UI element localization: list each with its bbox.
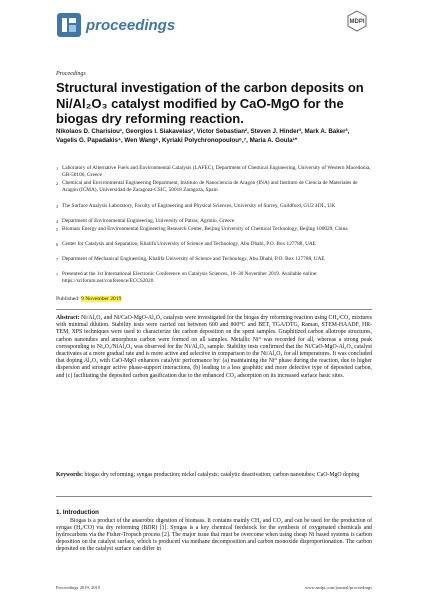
article-title: Structural investigation of the carbon deposits on Ni/Al₂O₃ catalyst modified by CaO-MgO for the biogas dry reforming reaction.	[56, 80, 364, 126]
affiliation-number: 4	[56, 219, 59, 224]
journal-logo[interactable]	[56, 12, 175, 38]
article-type: Proceedings	[56, 71, 86, 77]
affiliation-text: Biomass Energy and Environmental Engineering Research Center, Beijing University of Chemical Technology, Beijing 100029, China	[62, 226, 348, 232]
affiliation-number: 7	[56, 257, 59, 262]
published-label: Published:	[56, 296, 80, 302]
affiliation-text: Laboratory of Alternative Fuels and Environmental Catalysis (LAFEC), Department of Chemical Engineering, University of Western Macedonia, GR-50100, Greece	[62, 165, 371, 179]
affiliation-text: Department of Environmental Engineering, University of Patras, Agrinio, Greece	[62, 218, 235, 224]
published-line	[56, 296, 121, 302]
divider	[56, 309, 372, 310]
section-heading: 1. Introduction	[56, 509, 99, 516]
author-list: Nikolaos D. Charisiou¹, Georgios I. Siakavelas², Victor Sebastian², Steven J. Hinder³, Mark A. Baker³, Vagelis G. Papadakis⁴, Wen Wang⁵, Kyriaki Polychronopoulou⁶,⁷, Maria A. Goula¹*	[56, 128, 350, 144]
mdpi-logo-icon[interactable]	[346, 10, 368, 32]
affiliation-number: †	[56, 272, 59, 277]
affiliation	[56, 165, 372, 179]
footer-citation: Proceedings 2019, 2019	[56, 585, 101, 590]
publisher-name: MDPI	[349, 19, 365, 25]
affiliation-number: 5	[56, 227, 59, 232]
divider	[56, 496, 372, 497]
abstract	[56, 315, 372, 380]
keywords-label: Keywords:	[56, 472, 84, 478]
affiliation-text: Department of Mechanical Engineering, Khalifa University of Science and Technology, Abu Dhabi, P.O. Box 127788, UAE	[62, 256, 325, 262]
affiliation-number: 2	[56, 181, 59, 186]
affiliation-text: Chemical and Environmental Engineering Department, Instituto de Nanociencia de Aragón (INA) and Instituto de Ciencia de Materiales de Aragón (ICMA), Universidad de Zaragoza-CSIC, 50018 Zaragoza, Spain	[62, 180, 358, 194]
introduction-text: Biogas is a product of the anaerobic digestion of biomass. It contains mainly CH₄ and CO₂ and can be used for the production of syngas (H₂/CO) via dry reforming (BDR) [1]. Syngas is a key chemical feedstock for the synthesis of oxygenated chemicals and hydrocarbons via the Fisher-Tropsch process [2]. The major issue that must be overcome when using cheap Ni based systems is carbon deposition on the catalyst surface, which is produced via methane decomposition and carbon monoxide disproportionation. The carbon deposited on the catalyst surface can differ in	[56, 518, 372, 553]
keywords	[56, 472, 372, 479]
affiliation-text: The Surface Analysis Laboratory, Faculty of Engineering and Physical Sciences, University of Surrey, Guildford, GU2 4DL, UK	[62, 203, 336, 209]
affiliation	[56, 218, 372, 225]
conference-note	[56, 271, 372, 285]
affiliation-text: Presented at the 1st International Electronic Conference on Catalysis Sciences, 10–30 November 2019. Available online: https://sciforum.net/conference/ECCS2020	[62, 271, 318, 285]
affiliation-text: Center for Catalysis and Separation, Khalifa University of Science and Technology, Abu Dhabi, P.O. Box 127788, UAE	[62, 241, 316, 247]
abstract-label: Abstract:	[56, 315, 80, 321]
affiliation	[56, 203, 372, 210]
affiliation	[56, 180, 372, 194]
keywords-text: biogas dry reforming; syngas production; nickel catalysts; catalytic deactivation; carbon nanotubes; CaO-MgO doping	[84, 472, 360, 478]
footer-link[interactable]: www.mdpi.com/journal/proceedings	[304, 585, 372, 590]
affiliation	[56, 256, 372, 263]
affiliation-number: 3	[56, 204, 59, 209]
published-date: 9 November 2019	[81, 296, 122, 302]
affiliation	[56, 241, 372, 248]
affiliation-number: 6	[56, 242, 59, 247]
abstract-text: Ni/Al₂O₃ and Ni/CaO-MgO-Al₂O₃ catalysts were investigated for the biogas dry reforming reaction using CH₄/CO₂ mixtures with minimal dilution. Stability tests were carried out between 600 and 800°C and BET, TGA/DTG, Raman, STEM-HAADF, HR-TEM, XPS techniques were used to characterize the carbon deposition on the spent samples. Graphitized carbon allotrope structures, carbon nanotubes and amorphous carbon were formed on all samples. Metallic Ni⁰ was recorded for all, whereas a strong peak corresponding to Ni₂O₃/NiAl₂O₄ was observed for the Ni/Al₂O₃ sample. Stability tests confirmed that the Ni/CaO-MgO-Al₂O₃ catalyst deactivates at a more gradual rate and is more active and selective in comparison to the Ni/Al₂O₃ for all temperatures. It was concluded that doping Al₂O₃ with CaO-MgO enhances catalytic performance by: (a) maintaining the Ni⁰ phase during the reaction, due to higher dispersion and stronger active phase-support interactions, (b) leading to a less graphitic and more defective type of deposited carbon, and (c) facilitating the deposited carbon gasification due to the enhanced CO₂ adsorption on its increased surface basic sites.	[56, 315, 373, 379]
affiliation	[56, 226, 372, 233]
affiliation-number: 1	[56, 166, 59, 171]
proceedings-logo-icon	[56, 12, 82, 38]
journal-name: proceedings	[86, 16, 176, 34]
